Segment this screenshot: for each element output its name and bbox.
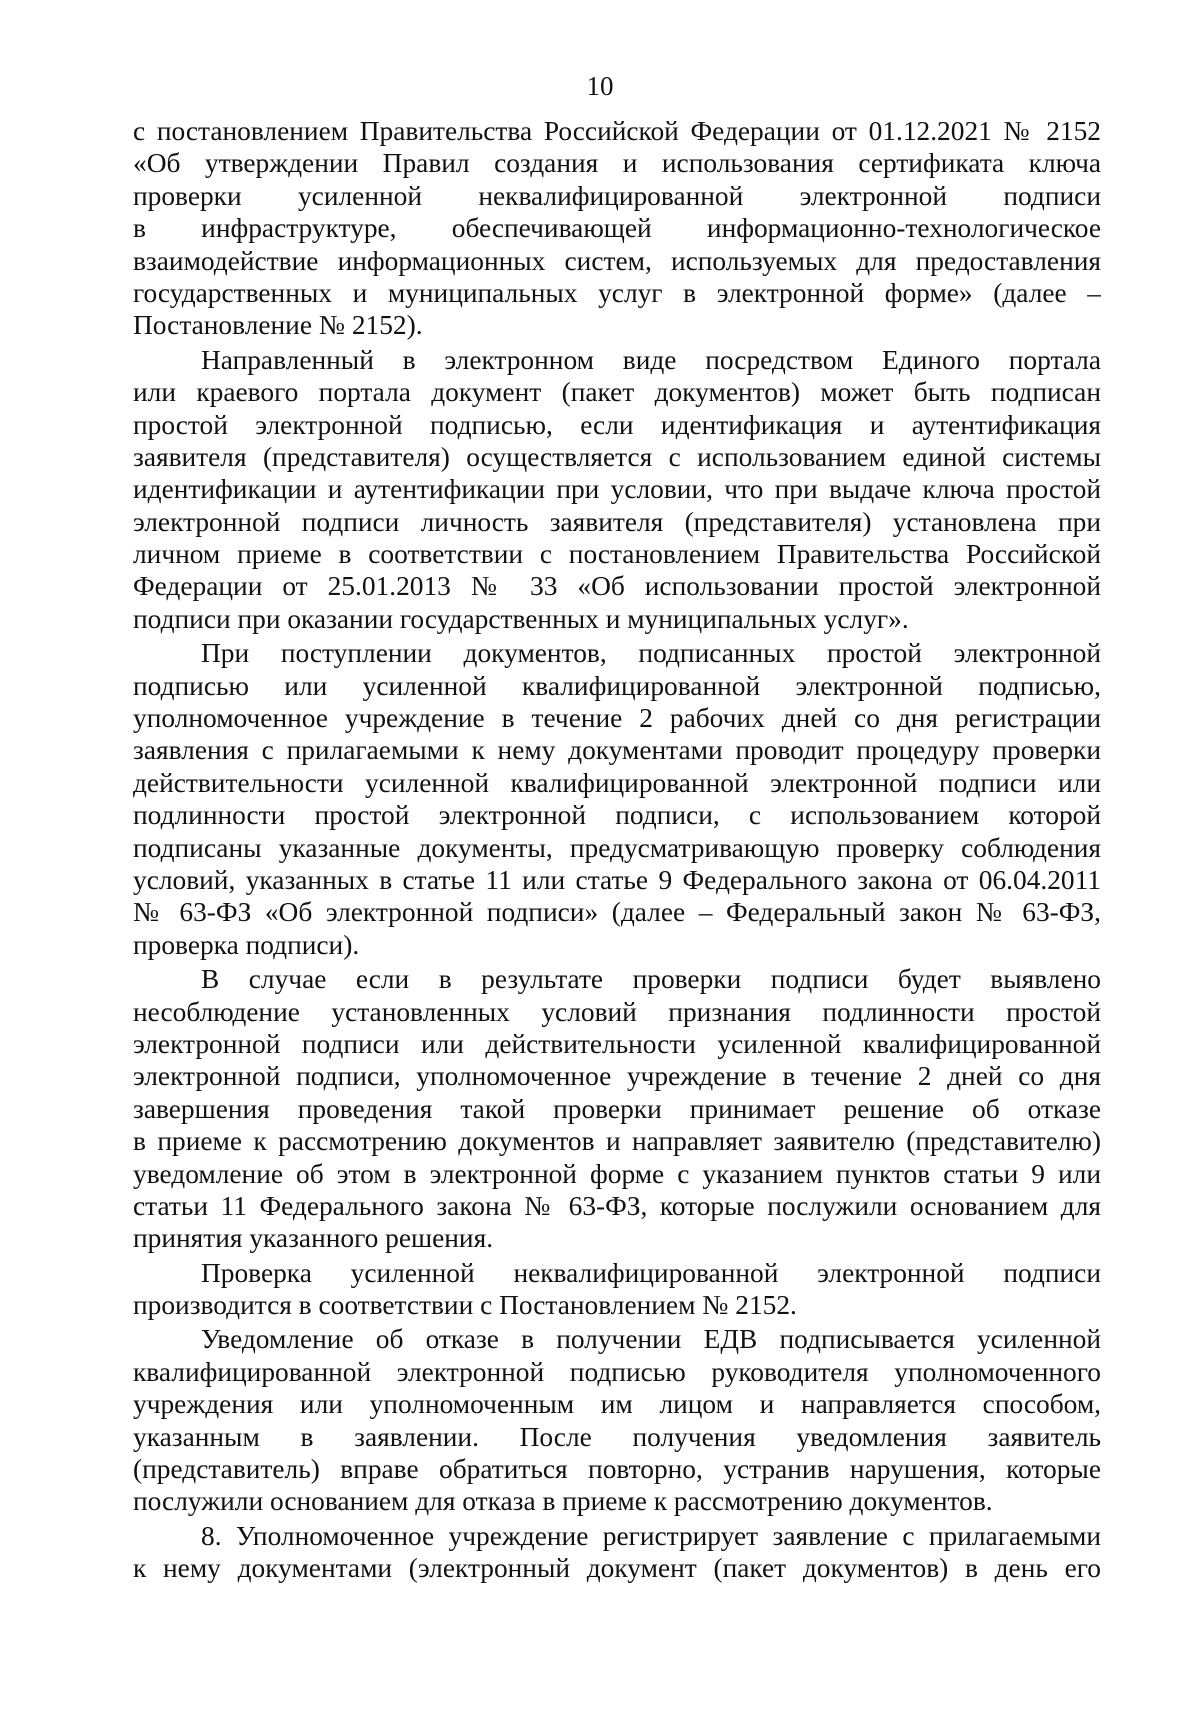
text-line: подписаны указанные документы, предусматривающую проверку соблюдения xyxy=(133,832,1101,863)
text-line: Постановление № 2152). xyxy=(133,310,423,341)
text-line: в инфраструктуре, обеспечивающей информационно-технологическое xyxy=(133,213,1101,244)
text-line: указанным в заявлении. После получения уведомления заявитель xyxy=(133,1421,1101,1452)
text-line: При поступлении документов, подписанных простой электронной xyxy=(201,638,1101,669)
text-line: послужили основанием для отказа в приеме к рассмотрению документов. xyxy=(133,1486,993,1517)
text-line: электронной подписи или действительности усиленной квалифицированной xyxy=(133,1028,1101,1059)
text-line: простой электронной подписью, если идентификация и аутентификация xyxy=(133,409,1101,440)
text-line: действительности усиленной квалифицированной электронной подписи или xyxy=(133,767,1101,798)
text-line: квалифицированной электронной подписью руководителя уполномоченного xyxy=(133,1356,1101,1387)
text-line: заявления с прилагаемыми к нему документами проводит процедуру проверки xyxy=(133,735,1101,766)
text-line: № 63-ФЗ «Об электронной подписи» (далее – Федеральный закон № 63-ФЗ, xyxy=(133,897,1101,928)
text-line: учреждения или уполномоченным им лицом и направляется способом, xyxy=(133,1389,1101,1420)
text-line: личном приеме в соответствии с постановлением Правительства Российской xyxy=(133,539,1101,570)
text-line: производится в соответствии с Постановлением № 2152. xyxy=(133,1290,797,1321)
text-line: статьи 11 Федерального закона № 63-ФЗ, которые послужили основанием для xyxy=(133,1190,1101,1221)
text-line: уведомление об этом в электронной форме с указанием пунктов статьи 9 или xyxy=(133,1158,1101,1189)
text-line: с постановлением Правительства Российской Федерации от 01.12.2021 № 2152 xyxy=(133,116,1101,146)
text-line: несоблюдение установленных условий признания подлинности простой xyxy=(133,996,1101,1027)
text-line: В случае если в результате проверки подписи будет выявлено xyxy=(201,964,1101,995)
text-line: электронной подписи, уполномоченное учреждение в течение 2 дней со дня xyxy=(133,1061,1101,1092)
document-body xyxy=(133,115,1101,1585)
text-line: идентификации и аутентификации при условии, что при выдаче ключа простой xyxy=(133,474,1101,505)
text-line: проверка подписи). xyxy=(133,929,360,960)
text-line: Уведомление об отказе в получении ЕДВ подписывается усиленной xyxy=(201,1324,1101,1355)
text-line: Федерации от 25.01.2013 № 33 «Об использовании простой электронной xyxy=(133,571,1101,602)
text-line: государственных и муниципальных услуг в электронной форме» (далее – xyxy=(133,277,1101,308)
text-line: принятия указанного решения. xyxy=(133,1223,494,1254)
text-line: Направленный в электронном виде посредством Единого портала xyxy=(201,344,1101,375)
text-line: уполномоченное учреждение в течение 2 рабочих дней со дня регистрации xyxy=(133,703,1101,734)
text-line: подлинности простой электронной подписи, с использованием которой xyxy=(133,800,1101,831)
text-line: условий, указанных в статье 11 или статье 9 Федерального закона от 06.04.2011 xyxy=(133,864,1101,895)
text-line: «Об утверждении Правил создания и использования сертификата ключа xyxy=(133,148,1101,179)
text-line: подписью или усиленной квалифицированной электронной подписью, xyxy=(133,670,1101,701)
text-line: электронной подписи личность заявителя (представителя) установлена при xyxy=(133,506,1101,537)
text-line: заявителя (представителя) осуществляется с использованием единой системы xyxy=(133,441,1101,472)
text-line: взаимодействие информационных систем, используемых для предоставления xyxy=(133,245,1101,276)
text-line: к нему документами (электронный документ (пакет документов) в день его xyxy=(133,1553,1101,1584)
page-number: 10 xyxy=(586,71,614,101)
text-line: подписи при оказании государственных и муниципальных услуг». xyxy=(133,603,909,634)
text-line: Проверка усиленной неквалифицированной электронной подписи xyxy=(201,1257,1101,1288)
text-line: проверки усиленной неквалифицированной электронной подписи xyxy=(133,180,1101,211)
text-line: в приеме к рассмотрению документов и направляет заявителю (представителю) xyxy=(133,1126,1101,1157)
text-line: 8. Уполномоченное учреждение регистрирует заявление с прилагаемыми xyxy=(201,1520,1101,1551)
text-line: или краевого портала документ (пакет документов) может быть подписан xyxy=(133,377,1101,408)
text-line: завершения проведения такой проверки принимает решение об отказе xyxy=(133,1093,1101,1124)
text-line: (представитель) вправе обратиться повторно, устранив нарушения, которые xyxy=(133,1454,1101,1485)
